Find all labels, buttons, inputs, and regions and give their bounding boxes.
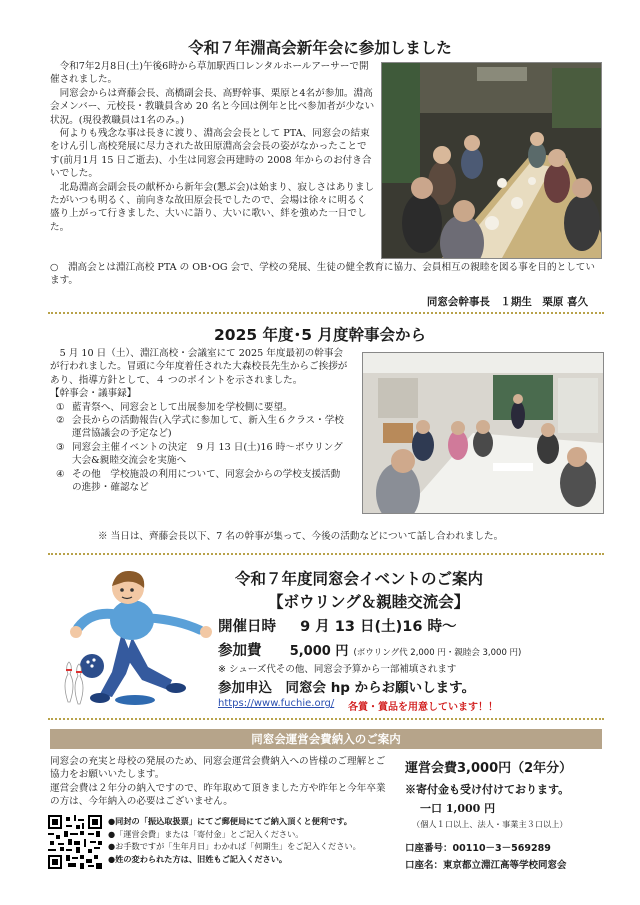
fee-note-item: ●同封の「振込取扱票」にてご郵便局にてご納入頂くと便利です。 [108,816,352,826]
s2-paragraph: 5 月 10 日（土）、淵江高校・会議室にて 2025 年度最初の幹事会が行われました。冒頭に今年度着任された大森校長先生からご挨拶があり、指導方針として、４ つのポイントを示されました。 [50,348,348,386]
fee-banner: 同窓会運営会費納入のご案内 [50,729,602,749]
event-fee-row [218,639,521,660]
event-apply: 参加申込 同窓会 hp からお願いします。 [218,680,476,696]
agenda-item: ② 会長からの活動報告(入学式に参加して、新入生６クラス・学校運営協議会の予定など) [56,415,344,440]
section1-body [50,60,375,234]
agenda-item: ③ 同窓会主催イベントの決定 9 月 13 日(土)16 時～ボウリング大会&親睦交流会を実施へ [56,441,343,467]
s1-paragraph-1: 令和7年2月8日(土)午後6時から草加駅西口レンタルホールアーサーで開催されました。 [50,61,369,86]
meeting-photo [362,352,604,514]
section2-body [50,347,348,494]
s1-note-text: ○ 淵高会とは淵江高校 PTA の OB･OG 会で、学校の発展、生徒の健全教育に協力、会員相互の親睦を図る事を目的としています。 [50,262,595,287]
fee-paragraph-2: 運営会費は２年分の納入ですので、昨年取めて頂きました方や昨年と今年卒業の方は、今年納入の必要はございません。 [50,782,386,808]
bowler-icon [60,562,220,712]
agenda-heading: 【幹事会・議事録】 [50,388,137,400]
fee-amount-title: 運営会費3,000円（2年分） [405,761,573,776]
divider-3 [48,718,604,720]
donation-detail: （個人１口以上、法人・事業主３口以上） [412,819,568,829]
event-subtitle: 【ボウリング＆親睦交流会】 [268,593,470,611]
divider-2 [48,553,604,555]
s1-paragraph-2: 同窓会からは齊藤会長、高橋副会長、高野幹事、栗原と4名が参加。淵高会メンバー、元校長・教職員含め 20 名と今回は例年と比べ参加者が少ない状況。(現役教職員は1名のみ。) [50,87,375,126]
divider-1 [48,312,604,314]
s1-paragraph-3: 何よりも残念な事は長きに渡り、淵高会会長として PTA、同窓会の結束をけん引し高校発展に尽力された故田原淵高会会長の姿がなかったことです(前月1月 15 日ご逝去)、小生は同窓会再建時の 2008 年からのお付き合いでした。 [50,128,372,180]
agenda-item: ① 藍青祭へ、同窓会として出展参加を学校側に要望。 [56,401,293,413]
section1-title: 令和７年淵高会新年会に参加しました [188,39,452,57]
event-fee-label: 参加費 [218,643,262,659]
donation-text: ※寄付金も受け付けております。 [405,783,570,796]
agenda-item: ④ その他 学校施設の利用について、同窓会からの学校支援活動の進捗・確認など [56,468,341,494]
event-fee-value: 5,000 円 [289,644,349,659]
account-name: 口座名：東京都立淵江高等学校同窓会 [405,860,567,871]
event-title: 令和７年度同窓会イベントのご案内 [235,570,484,588]
party-photo [381,62,602,259]
fee-note-item: ●姓の変わられた方は、旧姓もご記入ください。 [108,853,288,864]
website-link[interactable]: https://www.fuchie.org/ [218,698,335,709]
agenda-list [50,401,348,495]
event-date-label: 開催日時 [218,619,276,635]
fee-note-item: ●お手数ですが「生年月日」わかれば「何期生」をご記入ください。 [108,841,361,852]
s1-paragraph-4: 北島淵高会副会長の献杯から新年会(懇ぶ会)は始まり、寂しさはありましたがいつも明るく、前向きな故田原会長でしたので、会場は徐々に明るく盛り上がって行きました、大いに語り、大いに歌い、絆を強めた一日でした。 [50,181,375,233]
section1-signature: 同窓会幹事長 １期生 栗原 喜久 [426,296,588,308]
event-fee-detail: (ボウリング代 2,000 円・親睦会 3,000 円) [353,648,522,658]
fee-body [50,755,392,809]
event-fee-note: ※ シューズ代その他、同窓会予算から一部補填されます [218,664,457,675]
fee-note-item: ●「運営会費」または「寄付金」とご記入ください。 [108,828,304,839]
fee-paragraph-1: 同窓会の充実と母校の発展のため、同窓会運営会費納入への皆様のご理解とご協力をお願いいたします。 [50,756,386,781]
prize-note: 各賞・賞品を用意しています！！ [348,702,498,713]
account-number: 口座番号：00110－3－569289 [405,843,551,854]
donation-unit: 一口 1,000 円 [420,802,496,815]
section2-title: 2025 年度･5 月度幹事会から [214,326,426,344]
bowling-illustration [60,562,220,712]
qr-code[interactable] [48,815,102,869]
event-date-row [218,615,457,636]
event-date-value: 9 月 13 日(土)16 時～ [300,619,457,635]
section1-note [50,261,602,288]
fee-notes [108,815,393,865]
section2-footnote: ※ 当日は、齊藤会長以下、7 名の幹事が集って、今後の活動などについて話し合われました。 [98,531,504,542]
